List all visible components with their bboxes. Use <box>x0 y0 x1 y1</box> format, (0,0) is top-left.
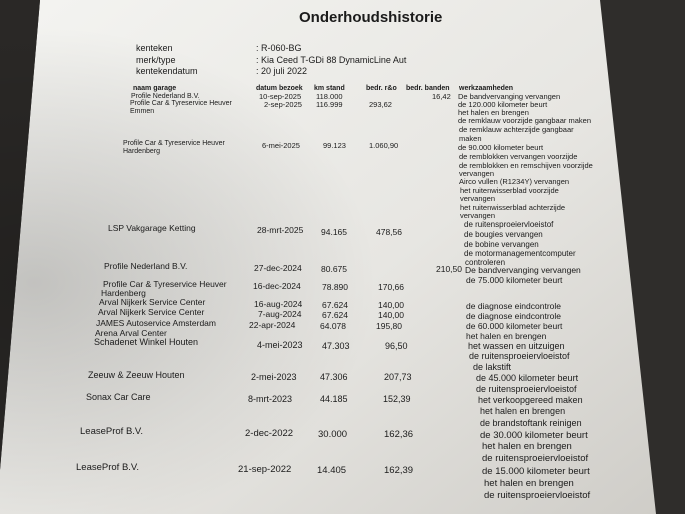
row9-date: 22-apr-2024 <box>249 320 296 330</box>
row11-work-2: de ruitensproeiervloeistof <box>476 384 577 394</box>
row3-work-1: de 90.000 kilometer beurt <box>458 143 544 152</box>
row6-date: 16-dec-2024 <box>253 281 301 291</box>
row14-date: 21-sep-2022 <box>238 464 292 475</box>
row7-garage: Arval Nijkerk Service Center <box>99 297 206 307</box>
row11-km: 47.306 <box>320 372 348 382</box>
row3-garage-2: Hardenberg <box>123 148 160 155</box>
row5-tires: 210,50 <box>436 264 462 274</box>
row9-garage-2: Arena Arval Center <box>95 328 167 338</box>
row4-work-3: de bobine vervangen <box>464 240 539 249</box>
row4-rao: 478,56 <box>376 227 402 237</box>
row10-work-1: het wassen en uitzuigen <box>468 341 565 351</box>
row9-work-1: de 60.000 kilometer beurt <box>466 321 563 331</box>
row14-rao: 162,39 <box>384 465 414 476</box>
row2-km: 116.999 <box>316 100 343 109</box>
row10-garage: Schadenet Winkel Houten <box>94 337 199 347</box>
row12-work-2: het halen en brengen <box>480 406 566 416</box>
row13-km: 30.000 <box>318 429 348 440</box>
row5-garage: Profile Nederland B.V. <box>104 261 188 271</box>
col-header-date: datum bezoek <box>256 85 303 92</box>
row4-km: 94.165 <box>321 227 347 237</box>
row4-work-2: de bougies vervangen <box>464 230 543 239</box>
row11-work-1: de 45.000 kilometer beurt <box>476 373 579 383</box>
row7-date: 16-aug-2024 <box>254 299 303 309</box>
row2-work-1: de 120.000 kilometer beurt <box>458 100 548 109</box>
row11-date: 2-mei-2023 <box>251 372 297 382</box>
row12-garage: Sonax Car Care <box>86 392 151 402</box>
row3-work-3: de remblokken en remschijven voorzijde <box>459 161 593 170</box>
row1-tires: 16,42 <box>432 92 451 101</box>
row11-garage: Zeeuw & Zeeuw Houten <box>88 370 185 380</box>
row4-date: 28-mrt-2025 <box>257 225 304 235</box>
row10-work-2: de ruitensproeiervloeistof <box>469 351 570 361</box>
row6-garage-2: Hardenberg <box>101 288 146 298</box>
row6-garage: Profile Car & Tyreservice Heuver <box>103 279 227 289</box>
row13-work-1: de 30.000 kilometer beurt <box>480 430 588 441</box>
row3-garage: Profile Car & Tyreservice Heuver <box>123 140 225 147</box>
row12-work-3: de brandstoftank reinigen <box>480 418 582 428</box>
row13-work-3: de ruitensproeiervloeistof <box>482 453 589 464</box>
row14-km: 14.405 <box>317 465 347 476</box>
row6-work-1: de 75.000 kilometer beurt <box>466 275 563 285</box>
row9-work-2: het halen en brengen <box>466 331 547 341</box>
row3-work-5: Airco vullen (R1234Y) vervangen <box>459 177 570 186</box>
label-merk: merk/type <box>136 55 176 65</box>
value-merk: : Kia Ceed T-GDi 88 DynamicLine Aut <box>256 55 407 65</box>
row3-work-9: vervangen <box>460 211 496 220</box>
row5-work-1: De bandvervanging vervangen <box>465 265 581 275</box>
row8-work-1: de diagnose eindcontrole <box>466 311 561 321</box>
row13-work-2: het halen en brengen <box>482 441 572 452</box>
page-title: Onderhoudshistorie <box>299 9 443 26</box>
row6-rao: 170,66 <box>378 282 404 292</box>
row8-rao: 140,00 <box>378 310 404 320</box>
row2-work-2: het halen en brengen <box>458 108 529 117</box>
row3-km: 99.123 <box>323 141 346 150</box>
row7-work-1: de diagnose eindcontrole <box>466 301 561 311</box>
row1-date: 10-sep-2025 <box>259 92 302 101</box>
label-kentekendatum: kentekendatum <box>136 66 198 76</box>
col-header-rao: bedr. r&o <box>366 85 397 92</box>
row14-work-3: de ruitensproeiervloeistof <box>484 490 591 501</box>
value-kenteken: : R-060-BG <box>256 43 302 53</box>
row10-work-3: de lakstift <box>473 362 512 372</box>
row13-date: 2-dec-2022 <box>245 428 294 439</box>
row5-date: 27-dec-2024 <box>254 263 302 273</box>
row1-work-1: De bandvervanging vervangen <box>458 92 561 101</box>
label-kenteken: kenteken <box>136 43 173 53</box>
row14-work-1: de 15.000 kilometer beurt <box>482 466 590 477</box>
row10-date: 4-mei-2023 <box>257 340 303 350</box>
row2-work-5: maken <box>459 134 482 143</box>
row13-garage: LeaseProf B.V. <box>80 426 144 437</box>
row1-km: 118.000 <box>316 92 343 101</box>
row2-work-3: de remklauw voorzijde gangbaar maken <box>458 116 591 125</box>
row14-garage: LeaseProf B.V. <box>76 462 140 473</box>
row3-work-8: het ruitenwisserblad achterzijde <box>460 203 566 212</box>
row4-work-5: controleren <box>465 258 506 267</box>
row2-date: 2-sep-2025 <box>264 100 302 109</box>
col-header-garage: naam garage <box>133 85 177 92</box>
row12-work-1: het verkoopgereed maken <box>478 395 583 405</box>
row12-date: 8-mrt-2023 <box>248 394 293 404</box>
row4-work-1: de ruitensproeiervloeistof <box>464 220 554 229</box>
row7-km: 67.624 <box>322 300 348 310</box>
row2-garage: Profile Car & Tyreservice Heuver <box>130 100 232 107</box>
row6-km: 78.890 <box>322 282 348 292</box>
row8-date: 7-aug-2024 <box>258 309 302 319</box>
row9-rao: 195,80 <box>376 321 402 331</box>
col-header-work: werkzaamheden <box>459 85 514 92</box>
row9-garage: JAMES Autoservice Amsterdam <box>96 318 216 328</box>
col-header-tires: bedr. banden <box>406 85 450 92</box>
row10-km: 47.303 <box>322 341 350 351</box>
row3-work-6: het ruitenwisserblad voorzijde <box>460 186 559 195</box>
row12-km: 44.185 <box>320 394 348 404</box>
row8-km: 67.624 <box>322 310 348 320</box>
row2-garage-2: Emmen <box>130 108 155 115</box>
row11-rao: 207,73 <box>384 372 412 382</box>
row5-km: 80.675 <box>321 264 347 274</box>
row3-date: 6-mei-2025 <box>262 141 300 150</box>
row1-garage: Profile Nederland B.V. <box>131 93 200 100</box>
row4-garage: LSP Vakgarage Ketting <box>108 223 196 233</box>
row3-work-2: de remblokken vervangen voorzijde <box>459 152 578 161</box>
row2-work-4: de remklauw achterzijde gangbaar <box>459 125 574 134</box>
row12-rao: 152,39 <box>383 394 411 404</box>
row2-rao: 293,62 <box>369 100 392 109</box>
col-header-km: km stand <box>314 85 345 92</box>
row13-rao: 162,36 <box>384 429 414 440</box>
row9-km: 64.078 <box>320 321 346 331</box>
row3-rao: 1.060,90 <box>369 141 399 150</box>
row7-rao: 140,00 <box>378 300 404 310</box>
row3-work-4: vervangen <box>459 169 495 178</box>
value-kentekendatum: : 20 juli 2022 <box>256 66 308 76</box>
row8-garage: Arval Nijkerk Service Center <box>98 307 205 317</box>
row4-work-4: de motormanagementcomputer <box>464 249 576 258</box>
row3-work-7: vervangen <box>460 194 496 203</box>
row14-work-2: het halen en brengen <box>484 478 574 489</box>
row10-rao: 96,50 <box>385 341 408 351</box>
